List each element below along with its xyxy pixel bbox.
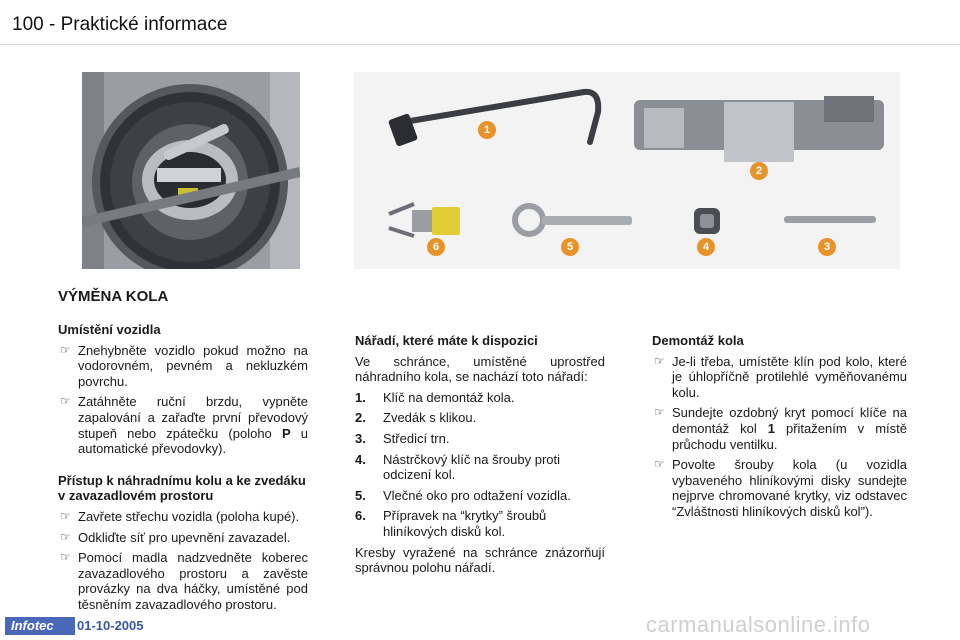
list-item: ☞ Zavřete střechu vozidla (poloha kupé). xyxy=(60,508,300,524)
figure-label-6: 6 xyxy=(427,238,445,256)
finger-pointer-icon: ☞ xyxy=(60,508,71,523)
list-item: ☞ Odkliďte síť pro upevnění zavazadel. xyxy=(60,529,291,545)
figure-label-4: 4 xyxy=(697,238,715,256)
header-divider xyxy=(0,44,960,45)
heading-wheel-removal: Demontáž kola xyxy=(652,333,744,348)
finger-pointer-icon: ☞ xyxy=(60,550,71,565)
column-3 xyxy=(652,333,907,525)
spare-wheel-photo xyxy=(82,72,300,269)
watermark: carmanualsonline.info xyxy=(646,612,871,637)
list-item: ☞ Znehybněte vozidlo pokud možno na vodorovném, pevném a nekluzkém povrchu. xyxy=(60,342,308,389)
finger-pointer-icon: ☞ xyxy=(60,529,71,544)
tools-outro: Kresby vyražené na schránce znázorňují správnou polohu nářadí. xyxy=(355,544,605,576)
figure-label-1: 1 xyxy=(478,121,496,139)
heading-vehicle-position: Umístění vozidla xyxy=(58,322,161,337)
page-header xyxy=(12,14,227,36)
tool-item: 2. Zvedák s klikou. xyxy=(355,410,477,426)
figure-label-3: 3 xyxy=(818,238,836,256)
tool-item: 5. Vlečné oko pro odtažení vozidla. xyxy=(355,487,571,503)
list-item: ☞ Sundejte ozdobný kryt pomocí klíče na demontáž kol 1 přitažením v místě průchodu ventilku. xyxy=(654,405,907,452)
tool-item: 3. Středicí trn. xyxy=(355,430,450,446)
finger-pointer-icon: ☞ xyxy=(654,353,665,368)
heading-tools: Nářadí, které máte k dispozici xyxy=(355,333,538,348)
page-number: 100 xyxy=(12,14,44,35)
infotec-logo: Infotec xyxy=(5,617,75,635)
column-1 xyxy=(58,322,308,618)
finger-pointer-icon: ☞ xyxy=(60,342,71,357)
tools-intro: Ve schránce, umístěné uprostřed náhradního kola, se nachází toto nářadí: xyxy=(355,353,605,385)
figure-label-5: 5 xyxy=(561,238,579,256)
heading-spare-wheel-access: Přístup k náhradnímu kolu a ke zvedáku v zavazadlovém prostoru xyxy=(58,472,306,504)
tool-item: 1. Klíč na demontáž kola. xyxy=(355,389,515,405)
finger-pointer-icon: ☞ xyxy=(654,405,665,420)
page-title: VÝMĚNA KOLA xyxy=(58,288,169,305)
list-item: ☞ Povolte šrouby kola (u vozidla vybaveného hliníkovými disky sundejte nejprve chromované krytky, viz odstavec “Zvláštnosti hliníkových disků kol”). xyxy=(654,457,907,519)
list-item: ☞ Je-li třeba, umístěte klín pod kolo, které je úhlopříčně protilehlé vyměňovanému kolu. xyxy=(654,353,907,400)
finger-pointer-icon: ☞ xyxy=(60,394,71,409)
figure-label-2: 2 xyxy=(750,162,768,180)
finger-pointer-icon: ☞ xyxy=(654,457,665,472)
list-item: ☞ Zatáhněte ruční brzdu, vypněte zapalování a zařaďte první převodový stupeň nebo zpátečku (poloho P u automatické převodovky). xyxy=(60,394,308,457)
tool-item: 6. Přípravek na “krytky” šroubů hliníkových disků kol. xyxy=(355,508,547,539)
list-item: ☞ Pomocí madla nadzvedněte koberec zavazadlového prostoru a zavěste provázky na dva háčky, umístěné pod těsněním zavazadlového prostoru. xyxy=(60,550,308,612)
tool-item: 4. Nástrčkový klíč na šrouby proti odcizení kol. xyxy=(355,451,561,483)
tools-illustration xyxy=(354,72,900,269)
spare-wheel-illustration xyxy=(82,72,300,269)
header-separator: - xyxy=(48,14,56,35)
footer-date: 01-10-2005 xyxy=(77,618,144,633)
section-title: Praktické informace xyxy=(60,14,228,35)
column-2 xyxy=(355,333,605,581)
